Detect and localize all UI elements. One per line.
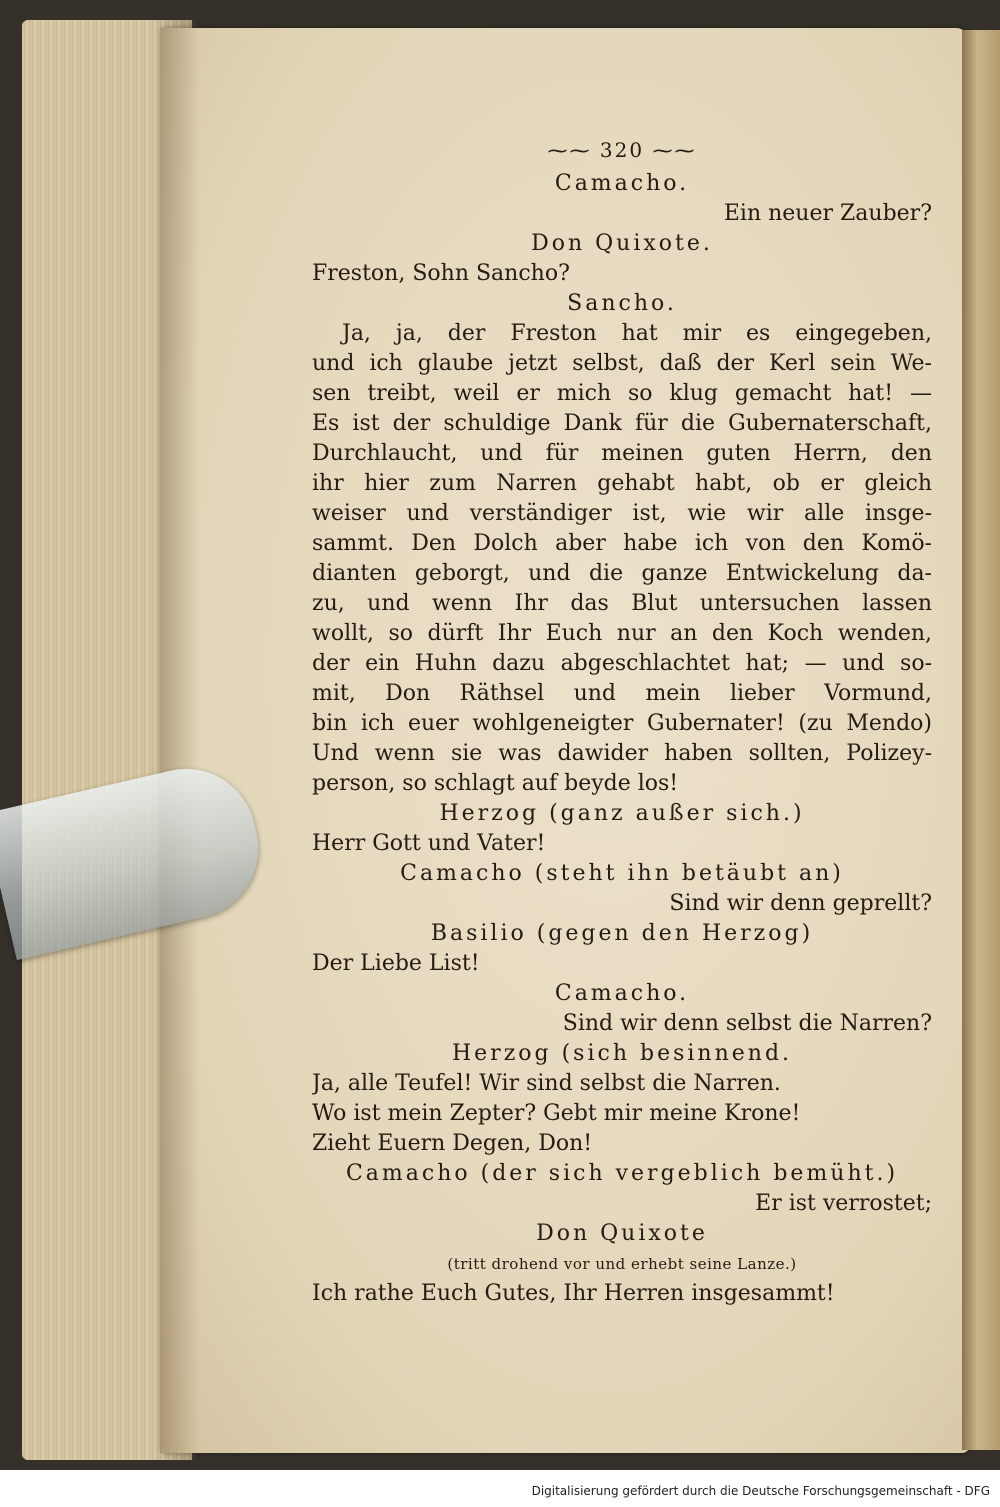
- text-line: wollt, so dürft Ihr Euch nur an den Koch wenden,: [312, 621, 932, 646]
- text-lines: [312, 169, 932, 1309]
- page-gutter-shadow: [160, 28, 200, 1453]
- speaker-line: Herzog (sich besinnend.: [451, 1041, 793, 1066]
- text-line: Freston, Sohn Sancho?: [312, 261, 570, 286]
- text-line: dianten geborgt, und die ganze Entwickelung da-: [312, 561, 932, 586]
- text-line: person, so schlagt auf beyde los!: [312, 771, 679, 796]
- ornament-left: ⁓⁓: [547, 138, 600, 162]
- speaker-line: Camacho.: [554, 171, 690, 196]
- text-line: ihr hier zum Narren gehabt habt, ob er gleich: [312, 471, 932, 496]
- text-line: sen treibt, weil er mich so klug gemacht hat! —: [312, 381, 932, 406]
- text-line: Er ist verrostet;: [755, 1191, 932, 1216]
- speaker-line: Don Quixote.: [531, 231, 713, 256]
- page-text: [312, 135, 932, 1309]
- text-line: Herr Gott und Vater!: [312, 831, 546, 856]
- text-line: Wo ist mein Zepter? Gebt mir meine Krone!: [312, 1101, 801, 1126]
- text-line: Ich rathe Euch Gutes, Ihr Herren insgesammt!: [312, 1281, 835, 1306]
- speaker-line: Camacho (der sich vergeblich bemüht.): [345, 1161, 899, 1186]
- text-line: der ein Huhn dazu abgeschlachtet hat; — und so-: [312, 651, 932, 676]
- speaker-line: Basilio (gegen den Herzog): [430, 921, 814, 946]
- text-line: Sind wir denn selbst die Narren?: [562, 1011, 932, 1036]
- footer-credit: Digitalisierung gefördert durch die Deutsche Forschungsgemeinschaft - DFG: [531, 1484, 990, 1498]
- facing-page-edge: [962, 30, 1000, 1450]
- speaker-line: Sancho.: [567, 291, 677, 316]
- text-line: Ja, ja, der Freston hat mir es eingegeben,: [342, 321, 932, 346]
- page-number-value: 320: [599, 138, 645, 162]
- text-line: sammt. Den Dolch aber habe ich von den Komö-: [312, 531, 932, 556]
- speaker-line: Don Quixote: [536, 1221, 708, 1246]
- text-line: mit, Don Räthsel und mein lieber Vormund,: [312, 681, 932, 706]
- speaker-line: Camacho.: [554, 981, 690, 1006]
- text-line: Der Liebe List!: [312, 951, 480, 976]
- text-line: zu, und wenn Ihr das Blut untersuchen lassen: [312, 591, 932, 616]
- text-line: bin ich euer wohlgeneigter Gubernater! (zu Mendo): [312, 711, 932, 736]
- page-number: [312, 135, 932, 165]
- text-line: Zieht Euern Degen, Don!: [312, 1131, 593, 1156]
- text-line: (tritt drohend vor und erhebt seine Lanze.): [447, 1255, 797, 1273]
- text-line: weiser und verständiger ist, wie wir alle insge-: [312, 501, 932, 526]
- text-line: Durchlaucht, und für meinen guten Herrn, den: [312, 441, 932, 466]
- text-line: Es ist der schuldige Dank für die Gubernaterschaft,: [312, 411, 932, 436]
- speaker-line: Herzog (ganz außer sich.): [439, 801, 805, 826]
- text-line: Ein neuer Zauber?: [723, 201, 932, 226]
- ornament-right: ⁓⁓: [644, 138, 697, 162]
- text-line: Und wenn sie was dawider haben sollten, Polizey-: [312, 741, 932, 766]
- text-line: und ich glaube jetzt selbst, daß der Kerl sein We-: [312, 351, 932, 376]
- text-line: Sind wir denn geprellt?: [669, 891, 932, 916]
- speaker-line: Camacho (steht ihn betäubt an): [400, 861, 844, 886]
- text-line: Ja, alle Teufel! Wir sind selbst die Narren.: [312, 1071, 781, 1096]
